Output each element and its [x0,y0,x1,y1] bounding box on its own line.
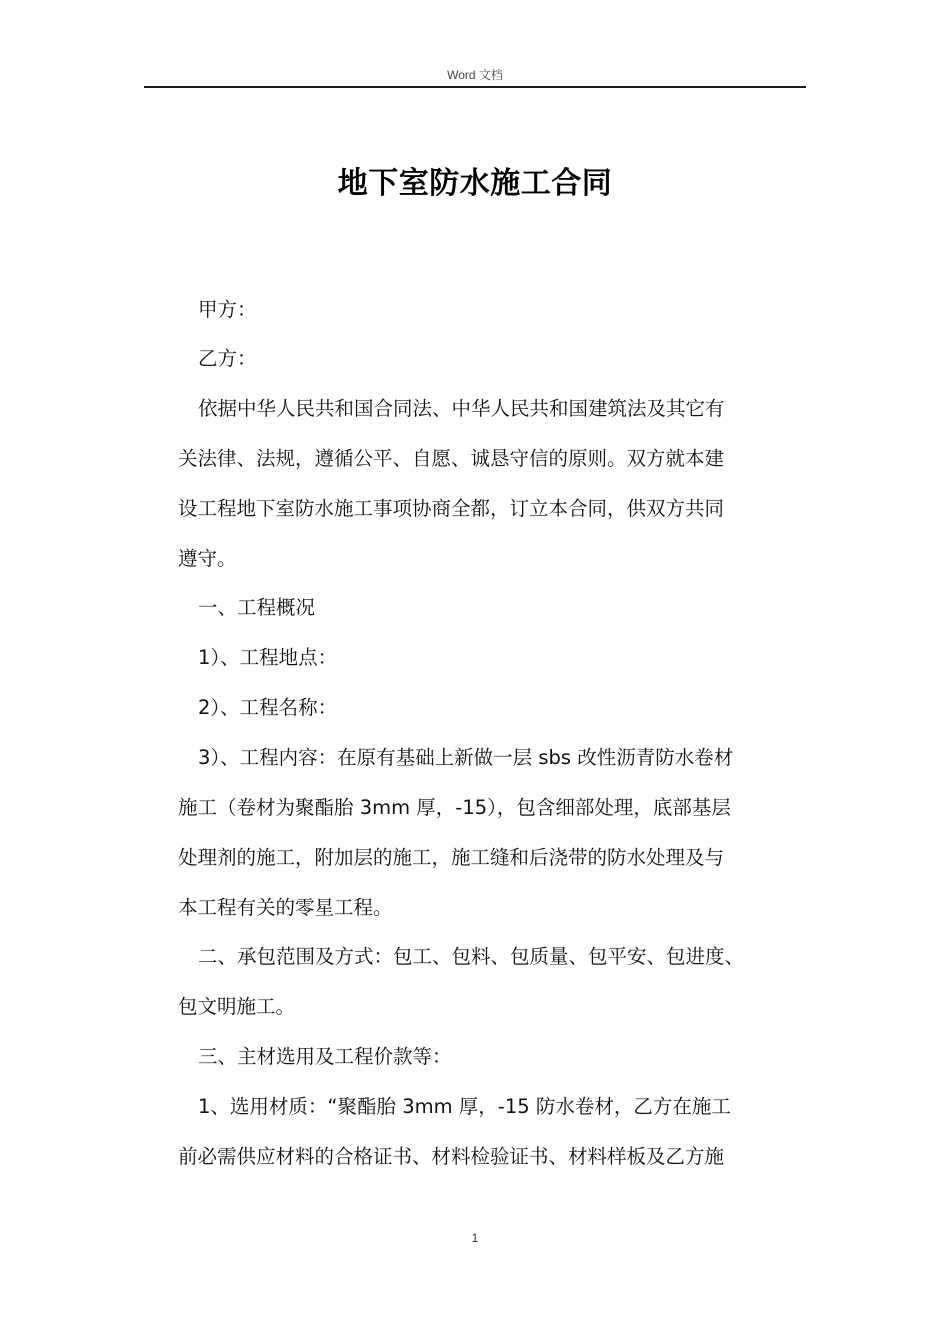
body-line: 包文明施工。 [178,995,296,1018]
body-line: 设工程地下室防水施工事项协商全都，订立本合同，供双方共同 [178,497,725,520]
body-line: 处理剂的施工，附加层的施工，施工缝和后浇带的防水处理及与 [178,846,725,869]
body-line: 前必需供应材料的合格证书、材料检验证书、材料样板及乙方施 [178,1145,725,1168]
section-heading-overview: 一、工程概况 [198,596,316,619]
body-line-party-a: 甲方： [198,298,257,321]
body-line: 施工（卷材为聚酯胎 3mm 厚，-15），包含细部处理，底部基层 [178,796,731,819]
body-line: 关法律、法规，遵循公平、自愿、诚恳守信的原则。双方就本建 [178,447,725,470]
page-header-label: Word 文档 [447,68,503,82]
body-line: 本工程有关的零星工程。 [178,896,393,919]
body-line: 2）、工程名称： [198,696,338,719]
body-line: 1、选用材质：“聚酯胎 3mm 厚，-15 防水卷材，乙方在施工 [198,1095,731,1118]
body-line: 1）、工程地点： [198,646,338,669]
body-line-party-b: 乙方： [198,347,257,370]
body-line: 遵守。 [178,547,237,570]
body-line: 3）、工程内容：在原有基础上新做一层 sbs 改性沥青防水卷材 [198,746,734,769]
section-heading-materials: 三、主材选用及工程价款等： [198,1045,452,1068]
header-divider [144,86,806,88]
page-number: 1 [471,1231,479,1245]
body-line: 依据中华人民共和国合同法、中华人民共和国建筑法及其它有 [198,397,725,420]
document-title: 地下室防水施工合同 [337,166,613,201]
section-heading-scope: 二、承包范围及方式：包工、包料、包质量、包平安、包进度、 [198,945,745,968]
